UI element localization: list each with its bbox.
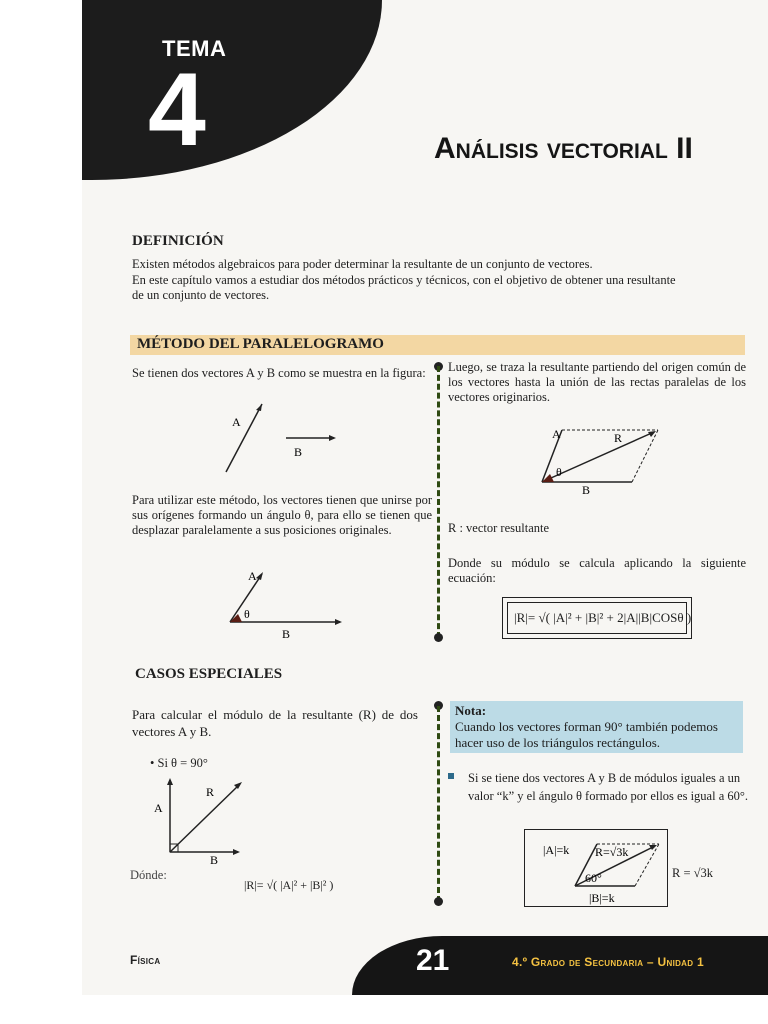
label-a-joined: A [248, 569, 257, 583]
metodo-luego-text: Luego, se traza la resultante partiendo del origen común de los vectores hasta la unión de las rectas paralelas de los vectores originarios. [448, 360, 746, 404]
scan-margin-left [0, 0, 82, 1024]
nota-text: Cuando los vectores forman 90° también podemos hacer uso de los triángulos rectángulos. [455, 719, 718, 750]
bullet-square-icon [448, 773, 454, 779]
textbook-page [82, 0, 768, 995]
para-label-r: R [614, 431, 623, 445]
ra-vector-b-arrowhead [233, 849, 240, 855]
metodo-heading: MÉTODO DEL PARALELOGRAMO [137, 336, 384, 352]
casos-donde-label: Dónde: [130, 868, 167, 882]
sixty-label-b: |B|=k [589, 891, 615, 905]
resultant-definition: R : vector resultante [448, 521, 550, 535]
divider2-dot-bottom [434, 897, 443, 906]
sixty-degree-figure [525, 830, 667, 906]
scan-margin-bottom [0, 995, 768, 1024]
ra-label-a: A [154, 801, 163, 815]
formula-parallelogram: |R|= √( |A|² + |B|² + 2|A||B|COSθ ) [507, 602, 687, 634]
divider-dot-bottom [434, 633, 443, 642]
formula-box [502, 597, 692, 639]
sixty-label-r: R=√3k [595, 845, 629, 859]
tema-header-shape [82, 0, 382, 180]
sixty-label-angle: 60° [585, 871, 602, 885]
definicion-line-1: Existen métodos algebraicos para poder determinar la resultante de un conjunto de vectores. [132, 257, 593, 271]
vector-b-joined-arrowhead [335, 619, 342, 625]
page-title: Análisis vectorial II [434, 132, 693, 165]
vector-b-arrowhead [329, 435, 336, 441]
tema-number: 4 [148, 52, 206, 168]
sixty-result: R = √3k [672, 866, 713, 880]
tema-label: TEMA [162, 36, 227, 61]
formula-right-angle: |R|= √( |A|² + |B|² ) [244, 878, 334, 892]
nota-title: Nota: [455, 703, 487, 718]
definicion-line-2: En este capítulo vamos a estudiar dos métodos prácticos y técnicos, con el objetivo de obtener una resultante [132, 273, 676, 287]
para-label-b: B [582, 483, 591, 496]
label-theta: θ [244, 607, 250, 621]
sixty-degree-box [524, 829, 668, 907]
sixty-label-a: |A|=k [543, 843, 570, 857]
right-angle-figure [150, 776, 250, 868]
para-label-a: A [552, 427, 561, 441]
para-label-theta: θ [556, 465, 562, 479]
vectors-joined-figure [222, 566, 362, 642]
ra-vector-a-arrowhead [167, 778, 173, 785]
footer-page-number: 21 [416, 944, 450, 977]
metodo-intro: Se tienen dos vectores A y B como se muestra en la figura: [132, 366, 426, 380]
column-divider-2 [437, 706, 440, 902]
metodo-donde-text: Donde su módulo se calcula aplicando la siguiente ecuación: [448, 556, 746, 585]
vector-a-arrowhead [256, 404, 262, 411]
parallelogram-figure [534, 424, 674, 496]
ra-label-r: R [206, 785, 215, 799]
label-b: B [294, 445, 303, 459]
ra-label-b: B [210, 853, 219, 867]
vector-a-joined-arrowhead [256, 572, 263, 580]
para-dashed-right [632, 430, 658, 482]
definicion-line-3: de un conjunto de vectores. [132, 288, 270, 302]
metodo-para-text: Para utilizar este método, los vectores tienen que unirse por sus orígenes formando un ángulo θ, para ello se tienen que desplazar paralelamente a sus posiciones originales. [132, 493, 432, 537]
label-b-joined: B [282, 627, 291, 641]
casos-bullet-text: Si se tiene dos vectores A y B de módulos iguales a un valor “k” y el ángulo θ formado por ellos es igual a 60°. [468, 771, 749, 803]
ra-resultant [170, 784, 240, 852]
column-divider [437, 366, 440, 638]
casos-si-theta: • Si θ = 90° [150, 756, 208, 770]
casos-heading: CASOS ESPECIALES [135, 666, 283, 682]
vectors-separate-figure [212, 398, 352, 478]
casos-intro: Para calcular el módulo de la resultante (R) de dos vectores A y B. [132, 707, 418, 739]
footer-grade: 4.º Grado de Secundaria – Unidad 1 [512, 955, 704, 969]
label-a: A [232, 415, 241, 429]
definicion-heading: DEFINICIÓN [132, 233, 224, 249]
footer-subject: Física [130, 953, 161, 967]
